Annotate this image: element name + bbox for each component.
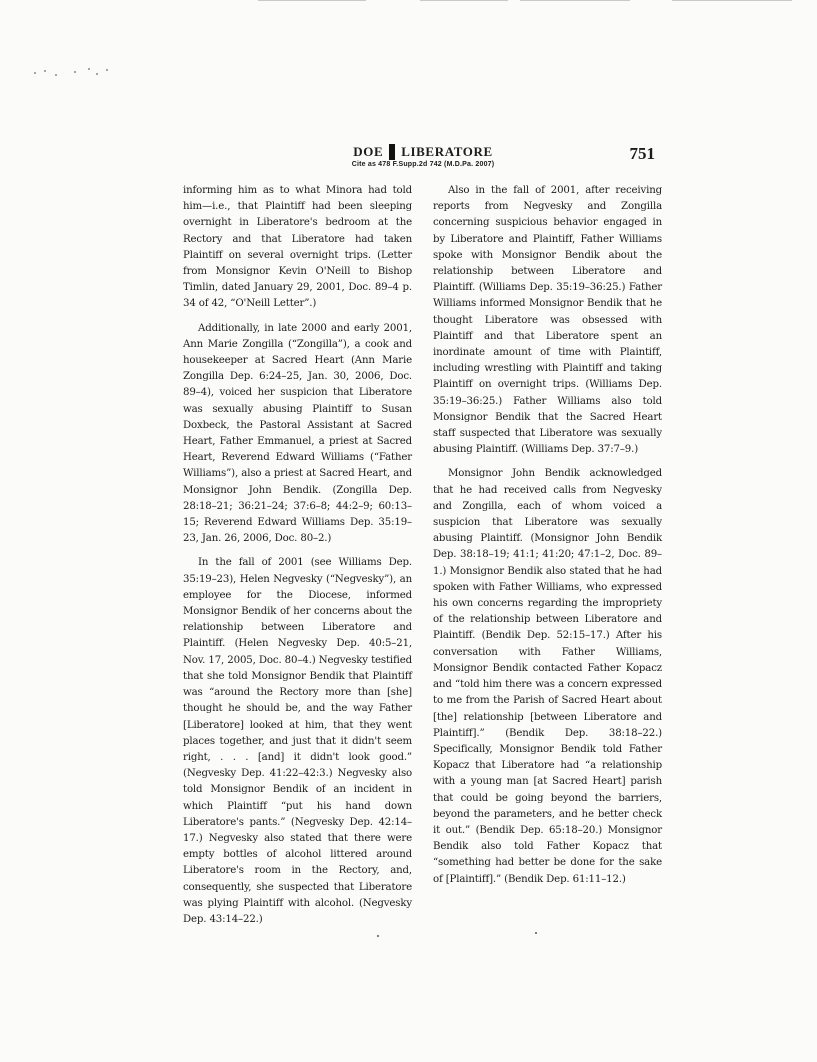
paragraph: informing him as to what Minora had told him—i.e., that Plaintiff had been sleeping overnight in Liberatore's bedroom at the Rectory and that Liberatore had taken Plaintiff on several overnight trips. (Letter from Monsignor Kevin O'Neill to Bishop Timlin, dated January 29, 2001, Doc. 89–4 p. 34 of 42, “O'Neill Letter”.) [183,185,412,310]
paragraph: Also in the fall of 2001, after receiving reports from Negvesky and Zongilla concerning suspicious behavior engaged in by Liberatore and Plaintiff, Father Williams spoke with Monsignor Bendik about the relationship between Liberatore and Plaintiff. (Williams Dep. 35:19–36:25.) Father Williams informed Monsignor Bendik that he thought Liberatore was obsessed with Plaintiff and that Liberatore spent an inordinate amount of time with Plaintiff, including wrestling with Plaintiff and taking Plaintiff on overnight trips. (Williams Dep. 35:19–36:25.) Father Williams also told Monsignor Bendik that the Sacred Heart staff suspected that Liberatore was sexually abusing Plaintiff. (Williams Dep. 37:7–9.) [433,185,662,456]
paragraph: In the fall of 2001 (see Williams Dep. 35:19–23), Helen Negvesky (“Negvesky”), an employee for the Diocese, informed Monsignor Bendik of her concerns about the relationship between Liberatore and Plaintiff. (Helen Negvesky Dep. 40:5–21, Nov. 17, 2005, Doc. 80–4.) Negvesky testified that she told Monsignor Bendik that Plaintiff was “around the Rectory more than [she] thought he should be, and the way Father [Liberatore] looked at him, that they went places together, and just that it didn't seem right, . . . [and] it didn't look good.” (Negvesky Dep. 41:22–42:3.) Negvesky also told Monsignor Bendik of an incident in which Plaintiff “put his hand down Liberatore's pants.” (Negvesky Dep. 42:14–17.) Negvesky also stated that there were empty bottles of alcohol littered around Liberatore's room in the Rectory, and, consequently, she suspected that Liberatore was plying Plaintiff with alcohol. (Negvesky Dep. 43:14–22.) [183,557,412,925]
scan-specks [30,62,115,82]
left-party: DOE [353,144,384,159]
page-number: 751 [629,144,655,163]
scan-edge-line [520,0,630,1]
scan-speck [535,932,537,934]
scan-speck [377,935,379,937]
citation: Cite as 478 F.Supp.2d 742 (M.D.Pa. 2007) [351,161,495,168]
running-header [183,144,663,168]
right-party: LIBERATORE [401,144,493,159]
right-column [433,183,662,888]
case-title [183,144,663,160]
versus-bar [389,144,395,160]
paragraph: Additionally, in late 2000 and early 2001, Ann Marie Zongilla (“Zongilla”), a cook and housekeeper at Sacred Heart (Ann Marie Zongilla Dep. 6:24–25, Jan. 30, 2006, Doc. 89–4), voiced her suspicion that Liberatore was sexually abusing Plaintiff to Susan Doxbeck, the Pastoral Assistant at Sacred Heart, Father Emmanuel, a priest at Sacred Heart, Reverend Edward Williams (“Father Williams”), also a priest at Sacred Heart, and Monsignor John Bendik. (Zongilla Dep. 28:18–21; 36:21–24; 37:6–8; 44:2–9; 60:13–15; Reverend Edward Williams Dep. 35:19–23, Jan. 26, 2006, Doc. 80–2.) [183,322,412,545]
left-column [183,183,412,928]
scan-edge-line [258,0,366,1]
scan-edge-line [420,0,508,1]
scan-edge-line [672,0,792,1]
paragraph: Monsignor John Bendik acknowledged that he had received calls from Negvesky and Zongilla, each of whom voiced a suspicion that Liberatore was sexually abusing Plaintiff. (Monsignor John Bendik Dep. 38:18–19; 41:1; 41:20; 47:1–2, Doc. 89–1.) Monsignor Bendik also stated that he had spoken with Father Williams, who expressed his own concerns regarding the impropriety of the relationship between Liberatore and Plaintiff. (Bendik Dep. 52:15–17.) After his conversation with Father Williams, Monsignor Bendik contacted Father Kopacz and “told him there was a concern expressed to me from the Parish of Sacred Heart about [the] relationship [between Liberatore and Plaintiff].” (Bendik Dep. 38:18–22.) Specifically, Monsignor Bendik told Father Kopacz that Liberatore had “a relationship with a young man [at Sacred Heart] parish that could be going beyond the barriers, beyond the parameters, and he better check it out.” (Bendik Dep. 65:18–20.) Monsignor Bendik also told Father Kopacz that “something had better be done for the sake of [Plaintiff].” (Bendik Dep. 61:11–12.) [433,468,662,885]
